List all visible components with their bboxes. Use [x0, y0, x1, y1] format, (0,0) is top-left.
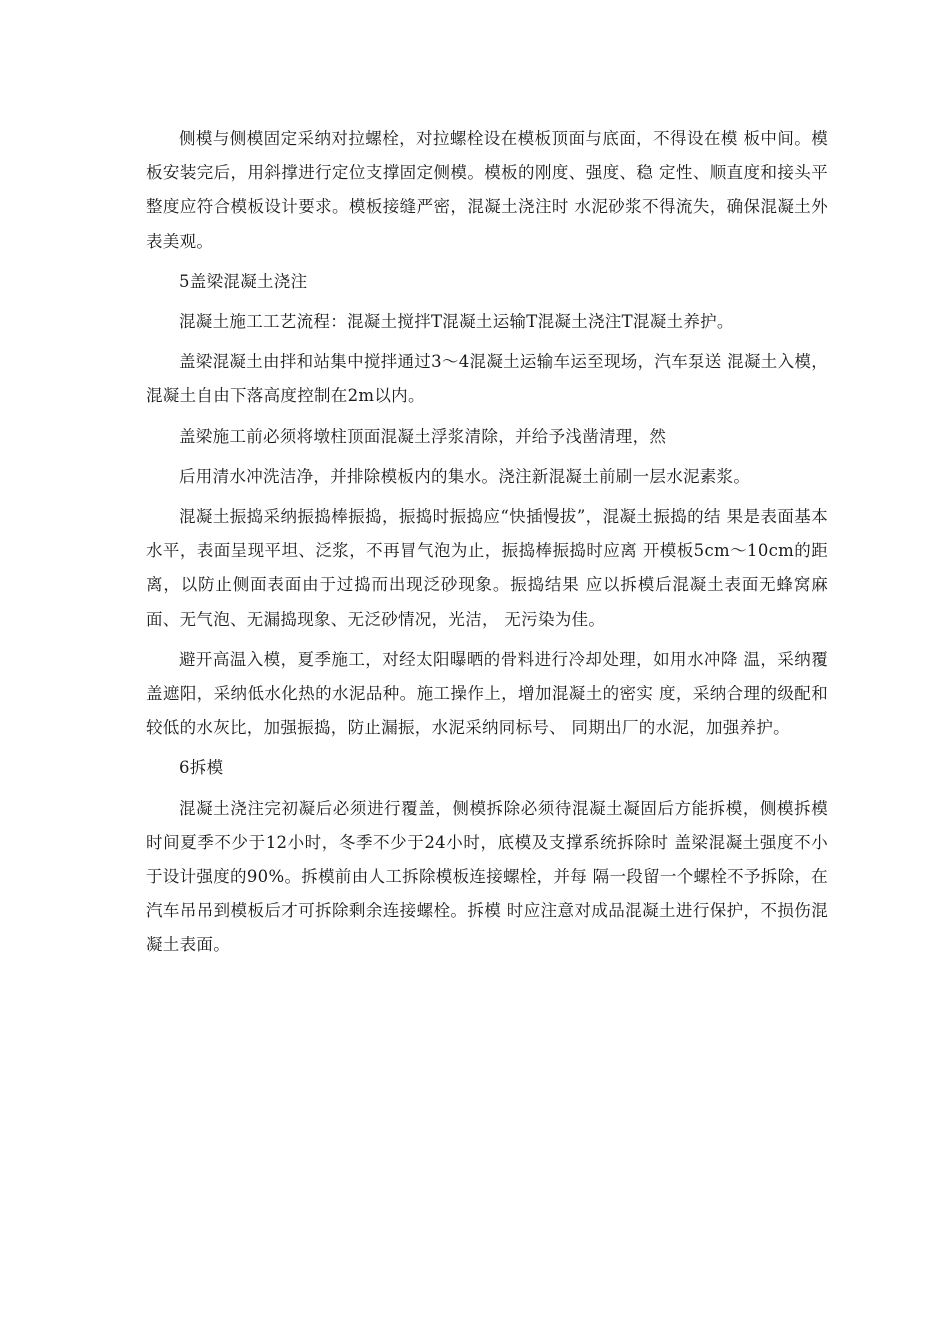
- paragraph-form-removal: 混凝土浇注完初凝后必须进行覆盖，侧模拆除必须待混凝土凝固后方能拆模，侧模拆模时间夏季不少于12小时，冬季不少于24小时，底模及支撑系统拆除时 盖梁混凝土强度不小于设计强度的90%。拆模前由人工拆除模板连接螺栓，并每 隔一段留一个螺栓不予拆除，在汽车吊吊到模板后才可拆除剩余连接螺栓。拆模 时应注意对成品混凝土进行保护，不损伤混凝土表面。: [146, 798, 828, 955]
- paragraph-rinse: 后用清水冲洗洁净，并排除模板内的集水。浇注新混凝土前刷一层水泥素浆。: [179, 466, 751, 486]
- paragraph-mixing-transport: 盖梁混凝土由拌和站集中搅拌通过3〜4混凝土运输车运至现场，汽车泵送 混凝土入模，混凝土自由下落高度控制在2m以内。: [146, 352, 828, 406]
- paragraph-formwork-fixing: 侧模与侧模固定采纳对拉螺栓，对拉螺栓设在模板顶面与底面，不得设在模 板中间。模板安装完后，用斜撑进行定位支撑固定侧模。模板的刚度、强度、稳 定性、顺直度和接头平整度应符合模板设计要求。模板接缝严密，混凝土浇注时 水泥砂浆不得流失，确保混凝土外表美观。: [146, 129, 828, 251]
- paragraph-high-temperature: 避开高温入模，夏季施工，对经太阳曝晒的骨料进行冷却处理，如用水冲降 温，采纳覆盖遮阳，采纳低水化热的水泥品种。施工操作上，增加混凝土的密实 度，采纳合理的级配和较低的水灰比，加强振捣，防止漏振，水泥采纳同标号、 同期出厂的水泥，加强养护。: [146, 649, 828, 738]
- document-body: [146, 122, 828, 963]
- section-heading-capbeam-pouring: 5盖梁混凝土浇注: [179, 271, 308, 291]
- section-heading-form-removal: 6拆模: [179, 758, 224, 778]
- paragraph-vibration: 混凝土振捣采纳振捣棒振捣，振捣时振捣应“快插慢拔”，混凝土振捣的结 果是表面基本水平，表面呈现平坦、泛浆，不再冒气泡为止，振捣棒振捣时应离 开模板5cm〜10cm的距离，以防止侧面表面由于过捣而出现泛砂现象。振捣结果 应以拆模后混凝土表面无蜂窝麻面、无气泡、无漏捣现象、无泛砂情况，光洁， 无污染为佳。: [146, 507, 828, 629]
- paragraph-process-flow: 混凝土施工工艺流程：混凝土搅拌T混凝土运输T混凝土浇注T混凝土养护。: [179, 312, 734, 332]
- paragraph-pre-construction: 盖梁施工前必须将墩柱顶面混凝土浮浆清除，并给予浅凿清理，然: [179, 426, 667, 446]
